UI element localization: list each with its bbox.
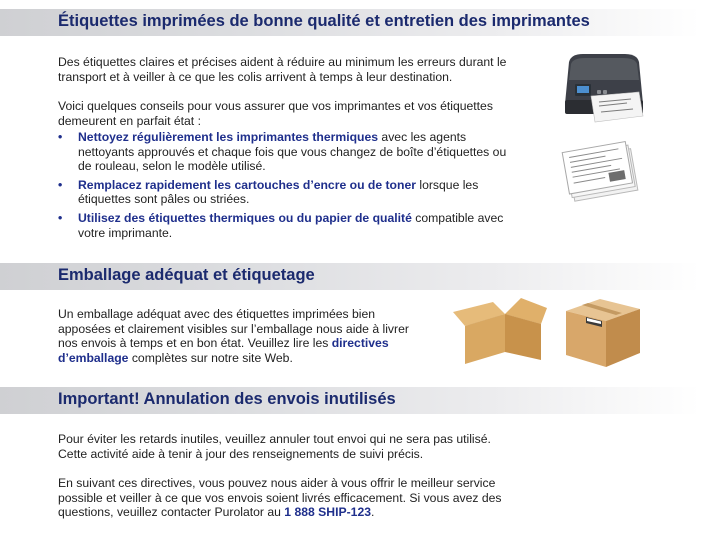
labels-intro-paragraph: Des étiquettes claires et précises aident à réduire au minimum les erreurs durant le transport et à veiller à ce que les colis arrivent à temps à leur destination. xyxy=(58,55,507,84)
tip-bold-text: Remplacez rapidement les cartouches d’encre ou de toner xyxy=(78,177,416,192)
packaging-paragraph xyxy=(58,307,420,365)
packaging-guidelines-link[interactable]: directives d’emballage xyxy=(58,336,389,365)
open-box-image xyxy=(451,290,551,370)
packaging-text-end: complètes sur notre site Web. xyxy=(128,350,293,365)
phone-number-link[interactable]: 1 888 SHIP-123 xyxy=(284,505,372,520)
tips-list xyxy=(58,130,518,244)
thermal-printer-image xyxy=(561,52,647,126)
section-header-bar xyxy=(0,263,700,290)
bullet-icon: • xyxy=(58,177,63,192)
shipping-labels-image xyxy=(560,138,644,204)
bullet-icon: • xyxy=(58,130,63,144)
tip-text: avec les agents nettoyants approuvés et chaque fois que vous changez de boîte d’étiquettes ou de rouleau, selon le modèle utilisé. xyxy=(78,130,507,174)
cancellation-paragraph: Pour éviter les retards inutiles, veuillez annuler tout envoi qui ne sera pas utilisé. Cette activité aide à tenir à jour des renseignements de suivi précis. xyxy=(58,432,491,461)
contact-text-end: . xyxy=(371,505,375,520)
contact-paragraph xyxy=(58,476,510,520)
packaging-text: Un emballage adéquat avec des étiquettes imprimées bien apposées et clairement visibles sur l’emballage nous aide à livrer nos envois à temps et en bon état. Veuillez lire les xyxy=(58,307,409,351)
tip-bold-text: Nettoyez régulièrement les imprimantes thermiques xyxy=(78,130,379,144)
section-title-cancellation: Important! Annulation des envois inutilisés xyxy=(58,390,396,408)
section-header-bar xyxy=(0,387,700,414)
tips-intro-paragraph: Voici quelques conseils pour vous assurer que vos imprimantes et vos étiquettes demeurent en parfait état : xyxy=(58,99,493,128)
section-header-bar xyxy=(0,9,700,36)
tip-item-use-quality xyxy=(58,211,518,240)
tip-text: compatible avec votre imprimante. xyxy=(78,210,504,240)
section-title-packaging: Emballage adéquat et étiquetage xyxy=(58,266,315,284)
contact-text: En suivant ces directives, vous pouvez nous aider à vous offrir le meilleur service possible et veiller à ce que vos envois soient livrés efficacement. Si vous avez des questions, veuillez contacter Purolator au xyxy=(58,476,502,520)
section-title-labels: Étiquettes imprimées de bonne qualité et entretien des imprimantes xyxy=(58,12,590,30)
tip-bold-text: Utilisez des étiquettes thermiques ou du papier de qualité xyxy=(78,210,412,225)
tip-text: lorsque les étiquettes sont pâles ou striées. xyxy=(78,177,479,207)
tip-item-replace xyxy=(58,178,518,207)
tip-item-clean xyxy=(58,130,518,174)
bullet-icon: • xyxy=(58,210,63,225)
closed-box-image xyxy=(560,293,644,371)
